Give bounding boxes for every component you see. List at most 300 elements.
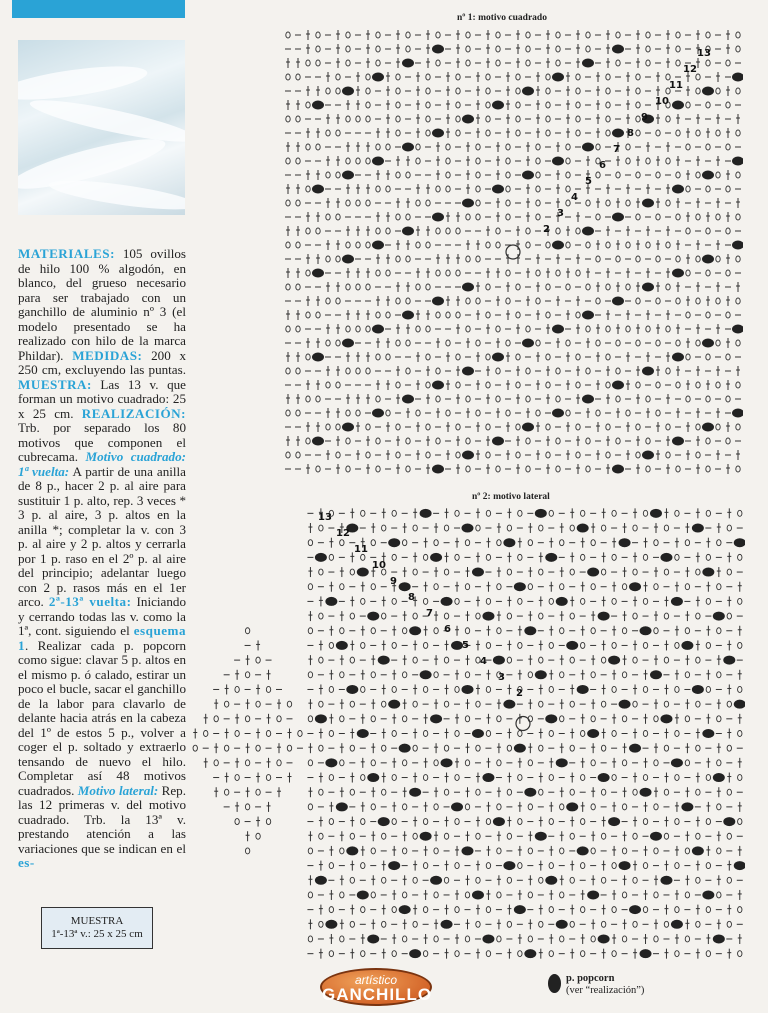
chain-stitch — [366, 242, 370, 248]
chain-stitch — [366, 158, 370, 164]
chain-stitch — [656, 340, 660, 346]
chain-stitch — [436, 270, 440, 276]
chain-stitch — [646, 438, 650, 444]
chain-stitch — [539, 789, 543, 795]
chain-stitch — [539, 745, 543, 751]
chain-stitch — [633, 525, 637, 531]
chain-stitch — [664, 613, 668, 619]
popcorn-stitch — [650, 832, 662, 841]
popcorn-stitch — [342, 339, 354, 348]
popcorn-stitch — [372, 325, 384, 334]
chart2-title: nº 2: motivo lateral — [472, 492, 550, 502]
chain-stitch — [436, 60, 440, 66]
chain-stitch — [319, 657, 323, 663]
chain-stitch — [486, 382, 490, 388]
chain-stitch — [685, 760, 689, 766]
chain-stitch — [366, 102, 370, 108]
medidas-text: 200 x 250 cm, excluyendo las puntas. — [18, 347, 186, 377]
chain-stitch — [536, 158, 540, 164]
popcorn-stitch — [482, 612, 494, 621]
chain-stitch — [646, 466, 650, 472]
chain-stitch — [329, 775, 333, 781]
chain-stitch — [466, 256, 470, 262]
chain-stitch — [340, 892, 344, 898]
chain-stitch — [596, 340, 600, 346]
chain-stitch — [676, 32, 680, 38]
chain-stitch — [402, 760, 406, 766]
chain-stitch — [685, 628, 689, 634]
chain-stitch — [706, 686, 710, 692]
chain-stitch — [576, 354, 580, 360]
popcorn-stitch — [402, 143, 414, 152]
chain-stitch — [436, 368, 440, 374]
chain-stitch — [376, 144, 380, 150]
chain-stitch — [366, 88, 370, 94]
chain-stitch — [736, 46, 740, 52]
chain-stitch — [416, 410, 420, 416]
chain-stitch — [496, 32, 500, 38]
chain-stitch — [643, 731, 647, 737]
popcorn-stitch — [420, 509, 432, 518]
chain-stitch — [528, 936, 532, 942]
chain-stitch — [666, 242, 670, 248]
chain-stitch — [308, 716, 312, 722]
chain-stitch — [601, 569, 605, 575]
chain-stitch — [576, 382, 580, 388]
popcorn-stitch — [642, 199, 654, 208]
realizacion-text-3: Iniciando y cerrando todas las v. como la 1ª, cont. siguiendo el — [18, 594, 186, 638]
chain-stitch — [476, 214, 480, 220]
popcorn-stitch — [692, 685, 704, 694]
chain-stitch — [308, 672, 312, 678]
chain-stitch — [646, 46, 650, 52]
chain-stitch — [606, 74, 610, 80]
chain-stitch — [539, 657, 543, 663]
chain-stitch — [675, 951, 679, 957]
chain-stitch — [606, 354, 610, 360]
chain-stitch — [516, 130, 520, 136]
chain-stitch — [546, 382, 550, 388]
chain-stitch — [392, 642, 396, 648]
chain-stitch — [476, 921, 480, 927]
chain-stitch — [426, 130, 430, 136]
chain-stitch — [426, 382, 430, 388]
chain-stitch — [622, 892, 626, 898]
chain-stitch — [570, 789, 574, 795]
chain-stitch — [726, 354, 730, 360]
chain-stitch — [361, 598, 365, 604]
chain-stitch — [612, 554, 616, 560]
popcorn-stitch — [367, 934, 379, 943]
chain-stitch — [726, 396, 730, 402]
popcorn-stitch — [702, 568, 714, 577]
chain-stitch — [654, 716, 658, 722]
chain-stitch — [245, 804, 249, 810]
chain-stitch — [646, 242, 650, 248]
chain-stitch — [346, 438, 350, 444]
chain-stitch — [528, 540, 532, 546]
chain-stitch — [361, 819, 365, 825]
chain-stitch — [546, 284, 550, 290]
chain-stitch — [706, 510, 710, 516]
popcorn-stitch — [388, 861, 400, 870]
chain-stitch — [326, 298, 330, 304]
chain-stitch — [546, 74, 550, 80]
chain-stitch — [606, 200, 610, 206]
chain-stitch — [506, 144, 510, 150]
popcorn-stitch — [441, 758, 453, 767]
chain-stitch — [423, 863, 427, 869]
chain-stitch — [560, 672, 564, 678]
popcorn-stitch — [713, 612, 725, 621]
chain-stitch — [696, 214, 700, 220]
chain-stitch — [536, 186, 540, 192]
chain-stitch — [392, 686, 396, 692]
chain-stitch — [696, 256, 700, 262]
chain-stitch — [361, 510, 365, 516]
chain-stitch — [396, 452, 400, 458]
chain-stitch — [466, 298, 470, 304]
round-number: 9 — [390, 576, 397, 587]
chain-stitch — [193, 745, 197, 751]
chain-stitch — [560, 540, 564, 546]
chain-stitch — [340, 760, 344, 766]
chain-stitch — [570, 613, 574, 619]
foundation-ring — [506, 245, 520, 259]
chain-stitch — [496, 368, 500, 374]
popcorn-stitch — [399, 744, 411, 753]
chain-stitch — [392, 775, 396, 781]
chain-stitch — [643, 819, 647, 825]
chain-stitch — [528, 672, 532, 678]
chain-stitch — [376, 466, 380, 472]
chain-stitch — [456, 452, 460, 458]
chain-stitch — [606, 452, 610, 458]
popcorn-stitch — [441, 597, 453, 606]
text-continuation: es- — [18, 855, 35, 870]
chain-stitch — [717, 716, 721, 722]
chain-stitch — [736, 256, 740, 262]
chain-stitch — [286, 32, 290, 38]
chain-stitch — [612, 510, 616, 516]
chain-stitch — [466, 326, 470, 332]
chain-stitch — [296, 368, 300, 374]
chain-stitch — [506, 340, 510, 346]
chain-stitch — [586, 368, 590, 374]
chain-stitch — [245, 848, 249, 854]
chain-stitch — [636, 74, 640, 80]
round-number: 10 — [655, 96, 669, 107]
chain-stitch — [406, 298, 410, 304]
popcorn-stitch — [692, 846, 704, 855]
chain-stitch — [696, 298, 700, 304]
chain-stitch — [654, 540, 658, 546]
chain-stitch — [406, 214, 410, 220]
chain-stitch — [308, 584, 312, 590]
popcorn-stitch — [315, 876, 327, 885]
popcorn-stitch — [608, 656, 620, 665]
chain-stitch — [736, 340, 740, 346]
chain-stitch — [526, 228, 530, 234]
popcorn-stitch — [545, 714, 557, 723]
logo-line-1: artístico — [354, 973, 397, 987]
chain-stitch — [606, 116, 610, 122]
popcorn-stitch — [713, 934, 725, 943]
chain-stitch — [706, 907, 710, 913]
chain-stitch — [716, 88, 720, 94]
popcorn-stitch — [482, 934, 494, 943]
chain-stitch — [736, 214, 740, 220]
popcorn-stitch — [325, 597, 337, 606]
chain-stitch — [506, 172, 510, 178]
chain-stitch — [612, 951, 616, 957]
chain-stitch — [636, 130, 640, 136]
chain-stitch — [633, 921, 637, 927]
chain-stitch — [340, 936, 344, 942]
chain-stitch — [382, 745, 386, 751]
popcorn-stitch — [430, 714, 442, 723]
chain-stitch — [633, 789, 637, 795]
popcorn-stitch — [702, 423, 714, 432]
chain-stitch — [296, 116, 300, 122]
round-number: 5 — [462, 640, 469, 651]
chain-stitch — [738, 819, 742, 825]
chain-stitch — [664, 701, 668, 707]
chain-stitch — [296, 410, 300, 416]
chain-stitch — [526, 32, 530, 38]
chain-stitch — [340, 848, 344, 854]
chain-stitch — [539, 701, 543, 707]
chain-stitch — [296, 158, 300, 164]
popcorn-stitch — [535, 670, 547, 679]
chain-stitch — [426, 424, 430, 430]
chain-stitch — [539, 525, 543, 531]
chain-stitch — [286, 452, 290, 458]
chain-stitch — [376, 312, 380, 318]
round-number: 11 — [354, 544, 368, 555]
chain-stitch — [518, 642, 522, 648]
popcorn-stitch — [535, 509, 547, 518]
popcorn-stitch — [672, 437, 684, 446]
chain-stitch — [455, 598, 459, 604]
popcorn-stitch — [552, 73, 564, 82]
chain-stitch — [256, 657, 260, 663]
chain-stitch — [466, 60, 470, 66]
chain-stitch — [286, 410, 290, 416]
chain-stitch — [676, 256, 680, 262]
chain-stitch — [696, 172, 700, 178]
chain-stitch — [329, 819, 333, 825]
chain-stitch — [286, 242, 290, 248]
chain-stitch — [426, 326, 430, 332]
chain-stitch — [546, 130, 550, 136]
chain-stitch — [319, 789, 323, 795]
chain-stitch — [496, 60, 500, 66]
chain-stitch — [456, 74, 460, 80]
chain-stitch — [676, 60, 680, 66]
chain-stitch — [466, 466, 470, 472]
popcorn-stitch — [545, 876, 557, 885]
chain-stitch — [518, 863, 522, 869]
chain-stitch — [486, 819, 490, 825]
chain-stitch — [286, 284, 290, 290]
chain-stitch — [549, 775, 553, 781]
popcorn-stitch — [587, 890, 599, 899]
chain-stitch — [706, 144, 710, 150]
chain-stitch — [455, 951, 459, 957]
chain-stitch — [549, 819, 553, 825]
popcorn-stitch — [642, 451, 654, 460]
chain-stitch — [636, 116, 640, 122]
chain-stitch — [444, 789, 448, 795]
chain-stitch — [455, 775, 459, 781]
chain-stitch — [476, 144, 480, 150]
chain-stitch — [726, 270, 730, 276]
chain-stitch — [434, 760, 438, 766]
chain-stitch — [346, 158, 350, 164]
chain-stitch — [606, 242, 610, 248]
chain-stitch — [350, 789, 354, 795]
chain-stitch — [476, 340, 480, 346]
chain-stitch — [245, 672, 249, 678]
chain-stitch — [486, 598, 490, 604]
popcorn-stitch — [399, 905, 411, 914]
chain-stitch — [336, 452, 340, 458]
chain-stitch — [686, 186, 690, 192]
chain-stitch — [286, 158, 290, 164]
chain-stitch — [596, 214, 600, 220]
chain-stitch — [612, 598, 616, 604]
chain-stitch — [643, 775, 647, 781]
chain-stitch — [506, 214, 510, 220]
chain-stitch — [643, 554, 647, 560]
popcorn-stitch — [552, 325, 564, 334]
chain-stitch — [446, 410, 450, 416]
chain-stitch — [434, 936, 438, 942]
chain-stitch — [601, 525, 605, 531]
chain-stitch — [727, 613, 731, 619]
chain-stitch — [486, 642, 490, 648]
popcorn-stitch — [357, 729, 369, 738]
chain-stitch — [580, 951, 584, 957]
chain-stitch — [361, 686, 365, 692]
chain-stitch — [738, 554, 742, 560]
chain-stitch — [516, 452, 520, 458]
chain-stitch — [736, 466, 740, 472]
chain-stitch — [376, 46, 380, 52]
chain-stitch — [675, 819, 679, 825]
chain-stitch — [426, 242, 430, 248]
chain-stitch — [596, 298, 600, 304]
chain-stitch — [727, 525, 731, 531]
chain-stitch — [643, 863, 647, 869]
chain-stitch — [518, 598, 522, 604]
chain-stitch — [706, 951, 710, 957]
chain-stitch — [546, 354, 550, 360]
chain-stitch — [675, 510, 679, 516]
chain-stitch — [580, 731, 584, 737]
popcorn-stitch — [514, 744, 526, 753]
chain-stitch — [426, 102, 430, 108]
popcorn-stitch — [619, 538, 631, 547]
popcorn-stitch — [409, 949, 421, 958]
chain-stitch — [549, 731, 553, 737]
popcorn-stitch — [342, 171, 354, 180]
chain-stitch — [626, 200, 630, 206]
chain-stitch — [507, 569, 511, 575]
chain-stitch — [336, 88, 340, 94]
chain-stitch — [316, 60, 320, 66]
chain-stitch — [539, 877, 543, 883]
chain-stitch — [717, 804, 721, 810]
chain-stitch — [465, 804, 469, 810]
chain-stitch — [676, 298, 680, 304]
chain-stitch — [486, 424, 490, 430]
popcorn-stitch — [451, 802, 463, 811]
chain-stitch — [576, 424, 580, 430]
chain-stitch — [456, 130, 460, 136]
chain-stitch — [496, 326, 500, 332]
chain-stitch — [356, 200, 360, 206]
popcorn-stitch — [430, 876, 442, 885]
popcorn-stitch — [503, 700, 515, 709]
chain-stitch — [570, 921, 574, 927]
chain-stitch — [361, 642, 365, 648]
chain-stitch — [392, 510, 396, 516]
chain-stitch — [576, 88, 580, 94]
popcorn-stitch — [702, 339, 714, 348]
chain-stitch — [536, 214, 540, 220]
popcorn-stitch — [732, 409, 743, 418]
chain-stitch — [392, 731, 396, 737]
chain-stitch — [570, 525, 574, 531]
chain-stitch — [591, 936, 595, 942]
popcorn-stitch — [336, 641, 348, 650]
chain-stitch — [402, 672, 406, 678]
chain-stitch — [406, 32, 410, 38]
chain-stitch — [316, 312, 320, 318]
chain-stitch — [526, 46, 530, 52]
chain-stitch — [426, 74, 430, 80]
chain-stitch — [636, 382, 640, 388]
round-number: 8 — [627, 128, 634, 139]
chain-stitch — [601, 701, 605, 707]
chain-stitch — [636, 340, 640, 346]
chain-stitch — [706, 60, 710, 66]
chain-stitch — [516, 312, 520, 318]
chain-stitch — [643, 686, 647, 692]
chain-stitch — [319, 525, 323, 531]
chain-stitch — [717, 848, 721, 854]
popcorn-stitch — [582, 59, 594, 68]
chain-stitch — [356, 116, 360, 122]
popcorn-stitch — [441, 920, 453, 929]
chain-stitch — [738, 907, 742, 913]
popcorn-stitch — [640, 626, 652, 635]
popcorn-stitch — [640, 788, 652, 797]
chain-stitch — [726, 312, 730, 318]
chain-stitch — [696, 424, 700, 430]
chain-stitch — [371, 584, 375, 590]
chain-stitch — [601, 745, 605, 751]
popcorn-stitch — [430, 553, 442, 562]
chain-stitch — [556, 46, 560, 52]
chain-stitch — [601, 657, 605, 663]
chain-stitch — [366, 452, 370, 458]
chain-stitch — [346, 466, 350, 472]
chain-stitch — [444, 525, 448, 531]
chain-stitch — [726, 60, 730, 66]
